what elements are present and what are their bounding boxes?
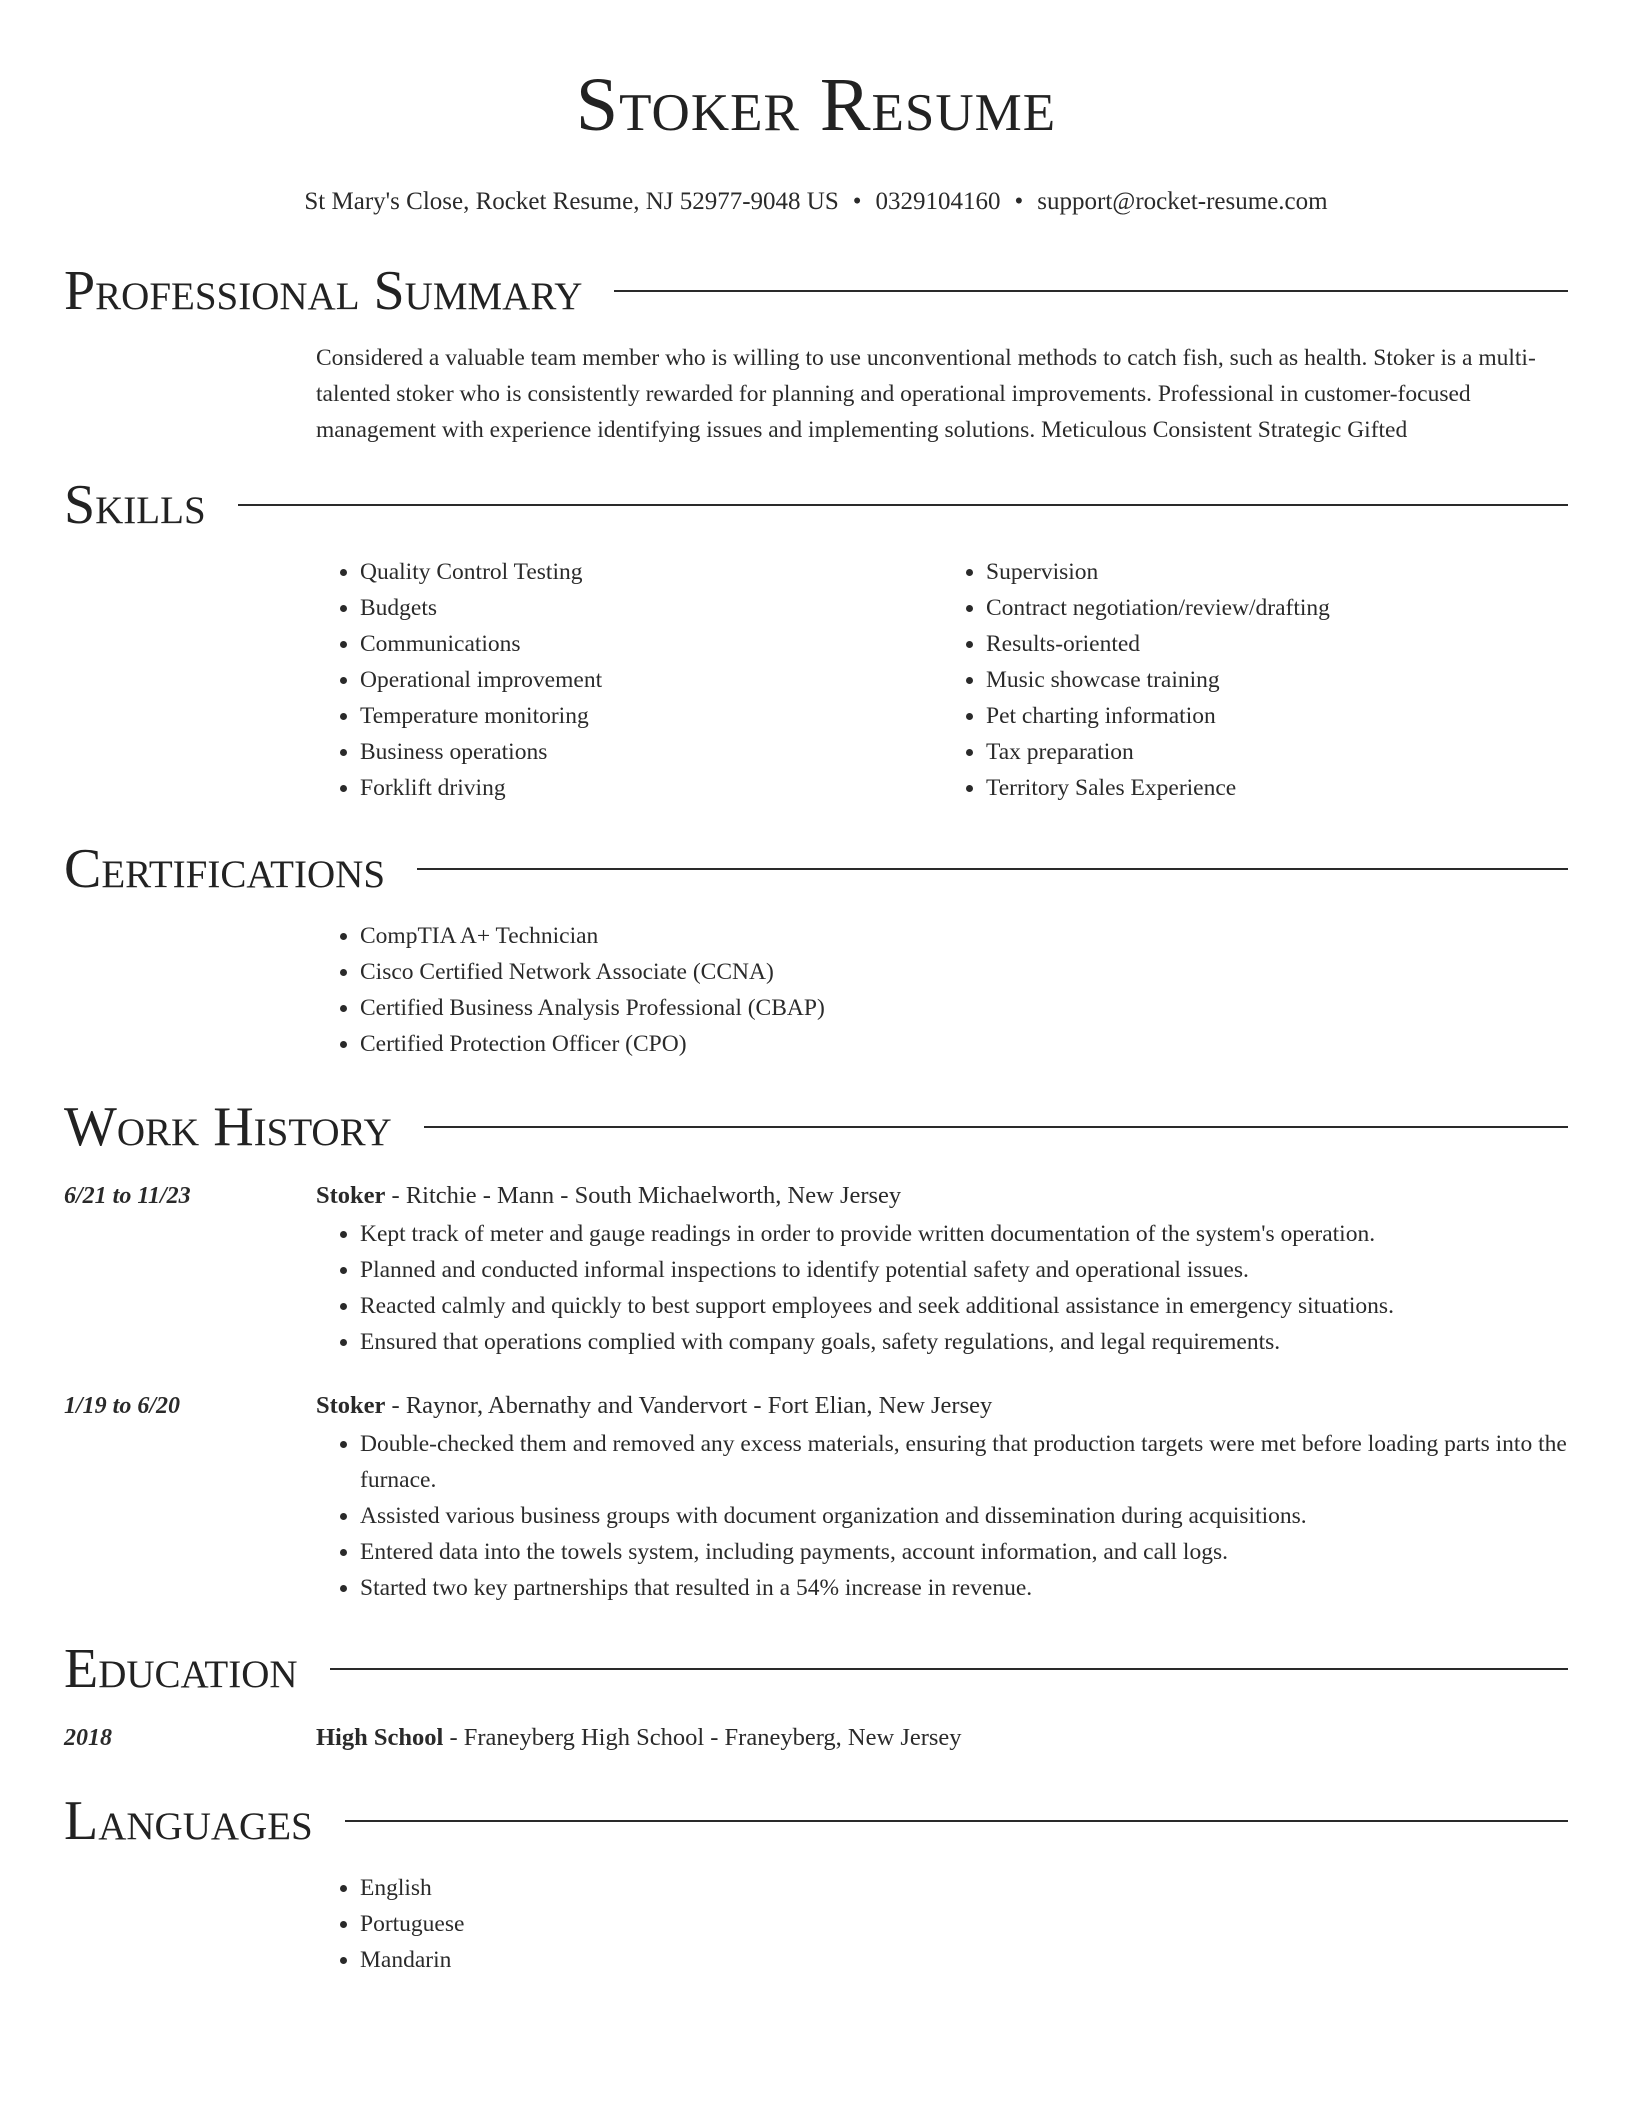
list-item: • Results-oriented — [986, 626, 1568, 662]
job-body — [316, 1176, 1568, 1360]
section-divider — [614, 290, 1568, 292]
list-item: • Business operations — [360, 734, 942, 770]
certifications-body — [316, 918, 1568, 1062]
skills-section — [64, 470, 1568, 806]
list-item: • Double-checked them and removed any excess materials, ensuring that production targets were met before loading parts into the furnace. — [360, 1426, 1568, 1498]
education-title-line — [316, 1718, 1568, 1758]
job-title-line — [316, 1386, 1568, 1426]
section-divider — [330, 1668, 1568, 1670]
certifications-section — [64, 834, 1568, 1062]
job-details: - Ritchie - Mann - South Michaelworth, New Jersey — [385, 1182, 902, 1209]
list-item: • Mandarin — [360, 1942, 1568, 1978]
contact-address: St Mary's Close, Rocket Resume, NJ 52977-9048 US — [304, 188, 839, 215]
list-item: • Forklift driving — [360, 770, 942, 806]
list-item: • Tax preparation — [986, 734, 1568, 770]
list-item: • Pet charting information — [986, 698, 1568, 734]
education-entry — [64, 1718, 1568, 1758]
resume-name: Stoker Resume — [575, 63, 1057, 147]
list-item: • Temperature monitoring — [360, 698, 942, 734]
summary-header — [64, 256, 1568, 326]
section-divider — [345, 1820, 1568, 1822]
list-item: • Communications — [360, 626, 942, 662]
education-year: 2018 — [64, 1725, 112, 1751]
list-item: • English — [360, 1870, 1568, 1906]
list-item: • Contract negotiation/review/drafting — [986, 590, 1568, 626]
section-title: Certifications — [64, 838, 386, 900]
education-degree: High School — [316, 1724, 444, 1751]
languages-body — [316, 1870, 1568, 1978]
list-item: • Quality Control Testing — [360, 554, 942, 590]
section-title: Professional Summary — [64, 260, 583, 322]
job-bullets — [316, 1426, 1568, 1606]
job-dates: 1/19 to 6/20 — [64, 1393, 181, 1419]
job-title-line — [316, 1176, 1568, 1216]
list-item: • Supervision — [986, 554, 1568, 590]
summary-section — [64, 256, 1568, 448]
job-bullets — [316, 1216, 1568, 1360]
list-item: • CompTIA A+ Technician — [360, 918, 1568, 954]
education-header — [64, 1634, 1568, 1704]
list-item: • Cisco Certified Network Associate (CCNA) — [360, 954, 1568, 990]
list-item: • Entered data into the towels system, including payments, account information, and call logs. — [360, 1534, 1568, 1570]
job-dates: 6/21 to 11/23 — [64, 1183, 191, 1209]
job-role: Stoker — [316, 1182, 386, 1209]
skills-grid — [316, 554, 1568, 806]
list-item: • Planned and conducted informal inspections to identify potential safety and operational issues. — [360, 1252, 1568, 1288]
contact-email[interactable]: support@rocket-resume.com — [1037, 188, 1328, 215]
list-item: • Territory Sales Experience — [986, 770, 1568, 806]
list-item: • Operational improvement — [360, 662, 942, 698]
list-item: • Certified Business Analysis Professional (CBAP) — [360, 990, 1568, 1026]
work-history-section — [64, 1092, 1568, 1606]
work-history-header — [64, 1092, 1568, 1162]
list-item: • Budgets — [360, 590, 942, 626]
certifications-header — [64, 834, 1568, 904]
job-role: Stoker — [316, 1392, 386, 1419]
skills-list-left — [316, 554, 942, 806]
list-item: • Portuguese — [360, 1906, 1568, 1942]
languages-header — [64, 1786, 1568, 1856]
languages-list — [316, 1870, 1568, 1978]
section-divider — [417, 868, 1568, 870]
section-title: Languages — [64, 1790, 313, 1852]
job-body — [316, 1386, 1568, 1606]
list-item: • Reacted calmly and quickly to best support employees and seek additional assistance in emergency situations. — [360, 1288, 1568, 1324]
section-divider — [238, 504, 1568, 506]
summary-text: Considered a valuable team member who is willing to use unconventional methods to catch fish, such as health. Stoker is a multi-talented stoker who is consistently rewarded for planning and operational improvements. Professional in customer-focused management with experience identifying issues and implementing solutions. Meticulous Consistent Strategic Gifted — [316, 345, 1536, 443]
section-title: Work History — [64, 1096, 392, 1158]
section-title: Education — [64, 1638, 298, 1700]
job-entry — [64, 1386, 1568, 1606]
job-details: - Raynor, Abernathy and Vandervort - Fort Elian, New Jersey — [385, 1392, 993, 1419]
certifications-list — [316, 918, 1568, 1062]
list-item: • Ensured that operations complied with company goals, safety regulations, and legal requirements. — [360, 1324, 1568, 1360]
skills-list-right — [942, 554, 1568, 806]
list-item: • Music showcase training — [986, 662, 1568, 698]
section-divider — [424, 1126, 1568, 1128]
list-item: • Started two key partnerships that resulted in a 54% increase in revenue. — [360, 1570, 1568, 1606]
education-body — [316, 1718, 1568, 1758]
section-title: Skills — [64, 474, 206, 536]
job-entry — [64, 1176, 1568, 1360]
contact-separator: • — [1014, 188, 1024, 215]
education-details: - Franeyberg High School - Franeyberg, New Jersey — [443, 1724, 962, 1751]
list-item: • Certified Protection Officer (CPO) — [360, 1026, 1568, 1062]
education-section — [64, 1634, 1568, 1758]
languages-section — [64, 1786, 1568, 1978]
contact-separator: • — [852, 188, 862, 215]
contact-line — [64, 188, 1568, 216]
contact-phone: 0329104160 — [875, 188, 1001, 215]
list-item: • Kept track of meter and gauge readings in order to provide written documentation of the system's operation. — [360, 1216, 1568, 1252]
list-item: • Assisted various business groups with document organization and dissemination during acquisitions. — [360, 1498, 1568, 1534]
skills-header — [64, 470, 1568, 540]
